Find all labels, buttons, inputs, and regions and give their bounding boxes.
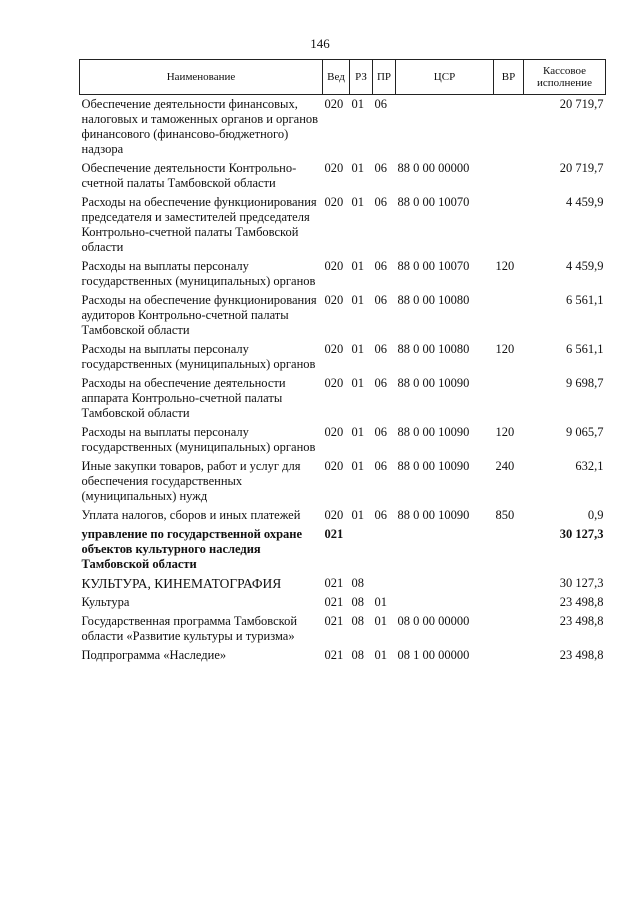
row-csr	[396, 525, 494, 574]
row-ved: 020	[324, 97, 344, 111]
row-sum: 9 065,7	[566, 425, 604, 439]
row-rz: 08	[351, 614, 364, 628]
row-name: Расходы на выплаты персоналу государственных (муниципальных) органов	[81, 259, 316, 288]
row-vr: 850	[495, 508, 515, 522]
header-name: Наименование	[80, 60, 323, 95]
table-row	[80, 574, 606, 593]
row-sum: 23 498,8	[559, 614, 604, 628]
row-csr: 88 0 00 10090	[397, 508, 470, 522]
row-csr: 88 0 00 10080	[397, 342, 470, 356]
table-row	[80, 506, 606, 525]
row-ved: 020	[324, 293, 344, 307]
row-sum: 23 498,8	[559, 595, 604, 609]
row-vr	[494, 612, 524, 646]
row-name: Обеспечение деятельности Контрольно-счетной палаты Тамбовской области	[81, 161, 297, 190]
row-sum: 4 459,9	[566, 195, 604, 209]
row-vr: 120	[495, 259, 515, 273]
row-rz: 08	[351, 648, 364, 662]
row-csr: 88 0 00 10090	[397, 376, 470, 390]
row-csr: 88 0 00 10090	[397, 459, 470, 473]
row-name: Уплата налогов, сборов и иных платежей	[81, 508, 301, 522]
row-csr: 88 0 00 10070	[397, 195, 470, 209]
row-name: Расходы на обеспечение функционирования председателя и заместителей председателя Контрольно-счетной палаты Тамбовской области	[81, 195, 317, 254]
row-csr: 88 0 00 10090	[397, 425, 470, 439]
row-vr	[494, 291, 524, 340]
row-ved: 020	[324, 425, 344, 439]
row-csr	[396, 574, 494, 593]
row-sum: 23 498,8	[559, 648, 604, 662]
row-ved: 021	[324, 648, 344, 662]
header-pr: ПР	[373, 60, 396, 95]
row-sum: 20 719,7	[559, 97, 604, 111]
row-ved: 020	[324, 161, 344, 175]
row-vr	[494, 374, 524, 423]
table-row	[80, 646, 606, 665]
row-name: Государственная программа Тамбовской области «Развитие культуры и туризма»	[81, 614, 298, 643]
row-csr: 08 0 00 00000	[397, 614, 470, 628]
row-ved: 020	[324, 342, 344, 356]
row-name: КУЛЬТУРА, КИНЕМАТОГРАФИЯ	[81, 576, 282, 591]
row-csr: 88 0 00 10070	[397, 259, 470, 273]
row-pr: 01	[374, 614, 387, 628]
row-ved: 021	[324, 595, 344, 609]
row-rz: 08	[351, 595, 364, 609]
header-csr: ЦСР	[396, 60, 494, 95]
row-pr: 01	[374, 648, 387, 662]
table-row	[80, 423, 606, 457]
row-pr: 06	[374, 195, 387, 209]
row-sum: 0,9	[587, 508, 604, 522]
row-pr: 01	[374, 595, 387, 609]
row-csr: 08 1 00 00000	[397, 648, 470, 662]
page-number: 146	[310, 36, 330, 51]
row-sum: 30 127,3	[559, 527, 604, 541]
row-name: Культура	[81, 595, 130, 609]
table-row	[80, 612, 606, 646]
row-name: Обеспечение деятельности финансовых, налоговых и таможенных органов и органов финансового (финансово-бюджетного) надзора	[81, 97, 319, 156]
row-sum: 30 127,3	[559, 576, 604, 590]
row-rz: 01	[351, 376, 364, 390]
row-name: Расходы на выплаты персоналу государственных (муниципальных) органов	[81, 342, 316, 371]
row-rz: 01	[351, 195, 364, 209]
table-row-agency-total	[80, 525, 606, 574]
row-pr	[373, 574, 396, 593]
row-csr: 88 0 00 10080	[397, 293, 470, 307]
row-pr: 06	[374, 259, 387, 273]
row-ved: 021	[324, 576, 344, 590]
row-name: Расходы на обеспечение функционирования аудиторов Контрольно-счетной палаты Тамбовской области	[81, 293, 317, 337]
row-rz: 01	[351, 508, 364, 522]
row-rz: 01	[351, 425, 364, 439]
row-rz: 01	[351, 259, 364, 273]
table-row	[80, 291, 606, 340]
row-vr	[494, 525, 524, 574]
row-vr	[494, 593, 524, 612]
row-name: Иные закупки товаров, работ и услуг для обеспечения государственных (муниципальных) нужд	[81, 459, 301, 503]
row-rz: 01	[351, 97, 364, 111]
row-rz: 01	[351, 459, 364, 473]
table-row	[80, 457, 606, 506]
row-rz: 01	[351, 161, 364, 175]
header-ved: Вед	[323, 60, 350, 95]
row-sum: 6 561,1	[566, 342, 604, 356]
row-pr: 06	[374, 97, 387, 111]
row-sum: 9 698,7	[566, 376, 604, 390]
row-vr	[494, 159, 524, 193]
row-rz: 01	[351, 342, 364, 356]
row-sum: 20 719,7	[559, 161, 604, 175]
table-row	[80, 95, 606, 160]
row-vr	[494, 646, 524, 665]
row-pr: 06	[374, 293, 387, 307]
row-vr: 240	[495, 459, 515, 473]
row-vr: 120	[495, 342, 515, 356]
header-vr: ВР	[494, 60, 524, 95]
row-sum: 6 561,1	[566, 293, 604, 307]
row-sum: 4 459,9	[566, 259, 604, 273]
row-ved: 021	[324, 527, 344, 541]
row-vr: 120	[495, 425, 515, 439]
row-ved: 020	[324, 376, 344, 390]
row-csr: 88 0 00 00000	[397, 161, 470, 175]
row-pr: 06	[374, 161, 387, 175]
row-csr	[396, 95, 494, 160]
header-rz: РЗ	[350, 60, 373, 95]
row-pr: 06	[374, 425, 387, 439]
row-name: Подпрограмма «Наследие»	[81, 648, 227, 662]
row-ved: 020	[324, 259, 344, 273]
row-pr: 06	[374, 459, 387, 473]
row-pr: 06	[374, 508, 387, 522]
row-pr: 06	[374, 376, 387, 390]
row-pr: 06	[374, 342, 387, 356]
row-vr	[494, 95, 524, 160]
row-name: управление по государственной охране объектов культурного наследия Тамбовской области	[81, 527, 303, 571]
table-row	[80, 593, 606, 612]
row-ved: 020	[324, 459, 344, 473]
row-name: Расходы на выплаты персоналу государственных (муниципальных) органов	[81, 425, 316, 454]
table-row	[80, 193, 606, 257]
row-ved: 020	[324, 195, 344, 209]
row-vr	[494, 574, 524, 593]
row-csr	[396, 593, 494, 612]
row-name: Расходы на обеспечение деятельности аппарата Контрольно-счетной палаты Тамбовской области	[81, 376, 286, 420]
row-pr	[373, 525, 396, 574]
table-row	[80, 159, 606, 193]
header-sum: Кассовое исполнение	[524, 60, 606, 95]
row-rz: 01	[351, 293, 364, 307]
budget-table	[79, 59, 606, 665]
row-rz	[350, 525, 373, 574]
row-rz: 08	[351, 576, 364, 590]
table-header	[80, 60, 606, 95]
table-row	[80, 374, 606, 423]
row-vr	[494, 193, 524, 257]
row-ved: 020	[324, 508, 344, 522]
table-row	[80, 257, 606, 291]
table-row	[80, 340, 606, 374]
row-ved: 021	[324, 614, 344, 628]
row-sum: 632,1	[575, 459, 604, 473]
